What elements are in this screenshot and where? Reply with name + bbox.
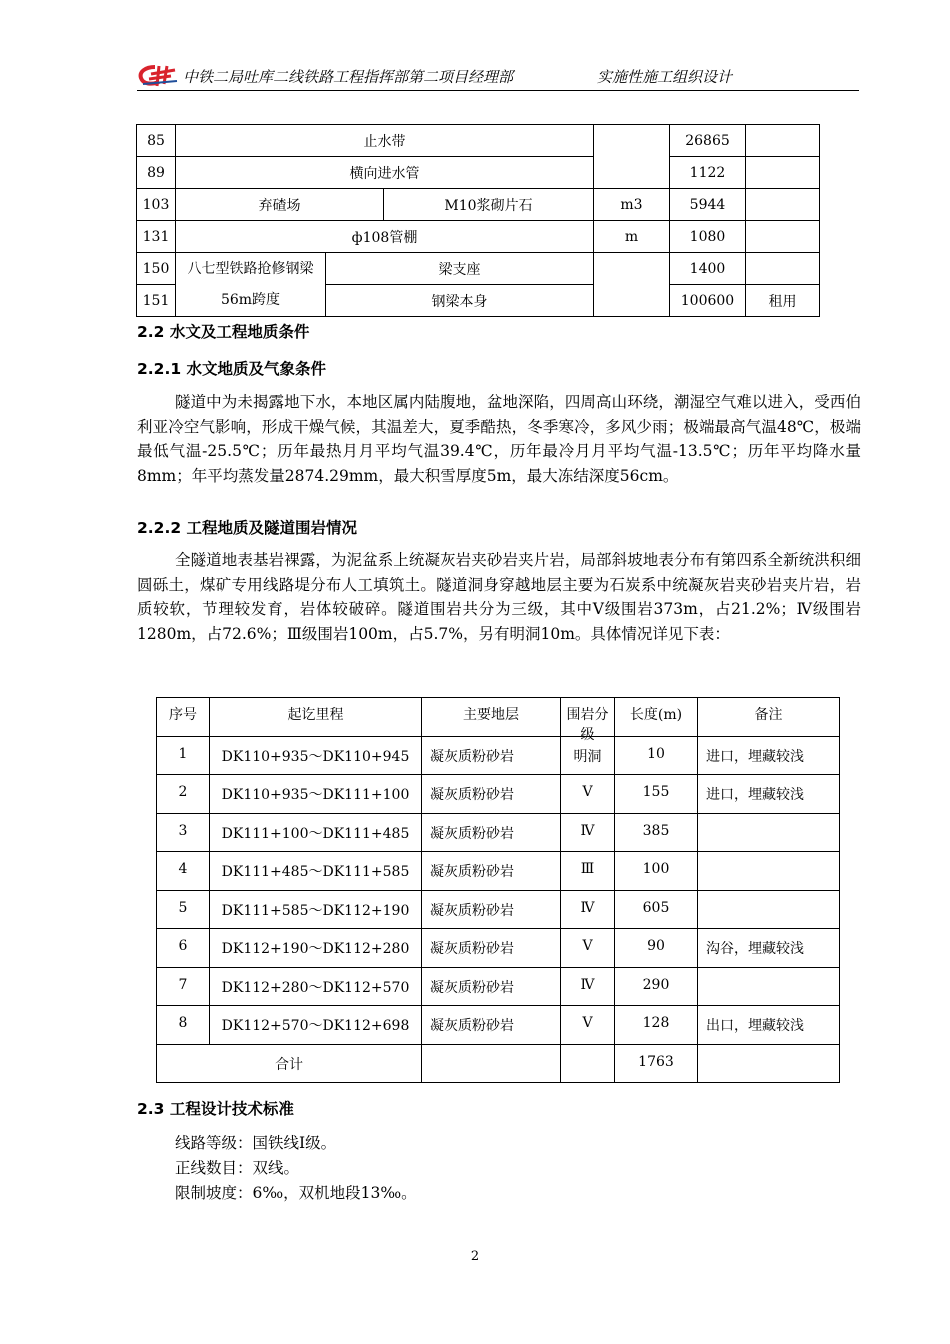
length: 100 xyxy=(615,852,698,891)
note: 进口，埋藏较浅 xyxy=(698,736,840,775)
note: 出口，埋藏较浅 xyxy=(698,1006,840,1045)
stratum: 凝灰质粉砂岩 xyxy=(422,852,561,891)
empty-cell xyxy=(422,1044,561,1083)
length: 290 xyxy=(615,967,698,1006)
table-row xyxy=(157,852,840,891)
quantity: 100600 xyxy=(670,285,746,317)
page-header xyxy=(137,62,859,91)
rock-grade: Ⅴ xyxy=(561,929,615,968)
table-row xyxy=(157,736,840,775)
stratum: 凝灰质粉砂岩 xyxy=(422,929,561,968)
rock-grade: Ⅳ xyxy=(561,813,615,852)
table-row xyxy=(157,929,840,968)
row-number: 1 xyxy=(157,736,210,775)
rock-grade: Ⅳ xyxy=(561,967,615,1006)
row-number: 89 xyxy=(137,157,176,189)
length: 10 xyxy=(615,736,698,775)
stratum: 凝灰质粉砂岩 xyxy=(422,967,561,1006)
note xyxy=(746,125,820,157)
rock-grade: 明洞 xyxy=(561,736,615,775)
page-number: 2 xyxy=(470,1249,480,1264)
table-row xyxy=(137,189,820,221)
item-name: ф108管棚 xyxy=(176,221,594,253)
empty-cell xyxy=(698,1044,840,1083)
total-length: 1763 xyxy=(615,1044,698,1083)
table-row xyxy=(157,967,840,1006)
sub-item: 梁支座 xyxy=(326,253,594,285)
stratum: 凝灰质粉砂岩 xyxy=(422,813,561,852)
section-heading-2-2-1: 2.2.1 水文地质及气象条件 xyxy=(137,360,327,378)
unit-cell xyxy=(594,253,670,317)
row-number: 85 xyxy=(137,125,176,157)
quantity: 5944 xyxy=(670,189,746,221)
quantity: 26865 xyxy=(670,125,746,157)
sub-item: M10浆砌片石 xyxy=(384,189,594,221)
paragraph-text: 隧道中为未揭露地下水，本地区属内陆腹地，盆地深陷，四周高山环绕，潮湿空气难以进入，受西伯利亚冷空气影响，形成干燥气候，其温差大，夏季酷热，冬季寒冷，多风少雨；极端最高气温48℃，极端最低气温-25.5℃；历年最热月月平均气温39.4℃，历年最冷月月平均气温-13.5℃；历年平均降水量8mm；年平均蒸发量2874.29mm，最大积雪厚度5m，最大冻结深度56cm。 xyxy=(137,393,861,485)
table-row xyxy=(137,221,820,253)
length: 155 xyxy=(615,775,698,814)
table-total-row xyxy=(157,1044,840,1083)
total-label: 合计 xyxy=(157,1044,422,1083)
section-heading-2-2: 2.2 水文及工程地质条件 xyxy=(137,323,310,341)
quantity: 1400 xyxy=(670,253,746,285)
row-number: 6 xyxy=(157,929,210,968)
row-number: 150 xyxy=(137,253,176,285)
header-right-text: 实施性施工组织设计 xyxy=(597,68,733,86)
unit: m xyxy=(594,221,670,253)
header-cell: 起讫里程 xyxy=(210,698,422,737)
length: 605 xyxy=(615,890,698,929)
header-cell: 长度(m) xyxy=(615,698,698,737)
row-number: 3 xyxy=(157,813,210,852)
note: 沟谷，埋藏较浅 xyxy=(698,929,840,968)
note xyxy=(746,189,820,221)
section-heading-2-2-2: 2.2.2 工程地质及隧道围岩情况 xyxy=(137,519,358,537)
section-heading-2-3: 2.3 工程设计技术标准 xyxy=(137,1100,294,1118)
stratum: 凝灰质粉砂岩 xyxy=(422,736,561,775)
note xyxy=(698,967,840,1006)
stratum: 凝灰质粉砂岩 xyxy=(422,775,561,814)
stratum: 凝灰质粉砂岩 xyxy=(422,1006,561,1045)
note xyxy=(698,852,840,891)
standard-line-gradient: 限制坡度：6‰，双机地段13‰。 xyxy=(175,1184,417,1202)
table-row xyxy=(137,253,820,285)
table-row xyxy=(157,1006,840,1045)
header-cell: 序号 xyxy=(157,698,210,737)
header-cell: 围岩分级 xyxy=(561,698,615,737)
note xyxy=(698,890,840,929)
table-header-row xyxy=(157,698,840,737)
length: 128 xyxy=(615,1006,698,1045)
table-row xyxy=(137,157,820,189)
note xyxy=(698,813,840,852)
materials-table xyxy=(136,124,820,317)
note: 进口，埋藏较浅 xyxy=(698,775,840,814)
paragraph-hydrology xyxy=(137,390,861,488)
length: 90 xyxy=(615,929,698,968)
item-name: 八七型铁路抢修钢梁56m跨度 xyxy=(176,253,326,317)
row-number: 8 xyxy=(157,1006,210,1045)
mileage-range: DK112+190～DK112+280 xyxy=(210,929,422,968)
item-name: 横向进水管 xyxy=(176,157,594,189)
length: 385 xyxy=(615,813,698,852)
header-cell: 主要地层 xyxy=(422,698,561,737)
unit: m3 xyxy=(594,189,670,221)
row-number: 131 xyxy=(137,221,176,253)
paragraph-text: 全隧道地表基岩裸露，为泥盆系上统凝灰岩夹砂岩夹片岩，局部斜坡地表分布有第四系全新统洪积细圆砾土，煤矿专用线路堤分布人工填筑土。隧道洞身穿越地层主要为石炭系中统凝灰岩夹砂岩夹片岩，岩质较软，节理较发育，岩体较破碎。隧道围岩共分为三级，其中Ⅴ级围岩373m，占21.2%；Ⅳ级围岩1280m，占72.6%；Ⅲ级围岩100m，占5.7%，另有明洞10m。具体情况详见下表： xyxy=(137,551,861,643)
note xyxy=(746,221,820,253)
mileage-range: DK111+100～DK111+485 xyxy=(210,813,422,852)
item-name: 止水带 xyxy=(176,125,594,157)
surrounding-rock-table xyxy=(156,697,840,1083)
table-row xyxy=(137,125,820,157)
row-number: 103 xyxy=(137,189,176,221)
rock-grade: Ⅲ xyxy=(561,852,615,891)
item-name: 弃碴场 xyxy=(176,189,384,221)
note: 租用 xyxy=(746,285,820,317)
row-number: 151 xyxy=(137,285,176,317)
row-number: 4 xyxy=(157,852,210,891)
row-number: 5 xyxy=(157,890,210,929)
standard-line-tracks: 正线数目：双线。 xyxy=(175,1159,300,1177)
note xyxy=(746,157,820,189)
header-left-text: 中铁二局吐库二线铁路工程指挥部第二项目经理部 xyxy=(183,68,514,86)
quantity: 1080 xyxy=(670,221,746,253)
mileage-range: DK111+485～DK111+585 xyxy=(210,852,422,891)
row-number: 2 xyxy=(157,775,210,814)
mileage-range: DK112+570～DK112+698 xyxy=(210,1006,422,1045)
note xyxy=(746,253,820,285)
mileage-range: DK112+280～DK112+570 xyxy=(210,967,422,1006)
sub-item: 钢梁本身 xyxy=(326,285,594,317)
quantity: 1122 xyxy=(670,157,746,189)
empty-cell xyxy=(561,1044,615,1083)
company-logo-icon xyxy=(137,64,181,88)
mileage-range: DK110+935～DK110+945 xyxy=(210,736,422,775)
rock-grade: Ⅴ xyxy=(561,1006,615,1045)
stratum: 凝灰质粉砂岩 xyxy=(422,890,561,929)
standard-line-grade: 线路等级：国铁线Ⅰ级。 xyxy=(175,1134,337,1152)
row-number: 7 xyxy=(157,967,210,1006)
mileage-range: DK111+585～DK112+190 xyxy=(210,890,422,929)
table-row xyxy=(157,813,840,852)
rock-grade: Ⅳ xyxy=(561,890,615,929)
header-cell: 备注 xyxy=(698,698,840,737)
mileage-range: DK110+935～DK111+100 xyxy=(210,775,422,814)
paragraph-geology xyxy=(137,548,861,646)
rock-grade: Ⅴ xyxy=(561,775,615,814)
table-row xyxy=(157,775,840,814)
unit-cell xyxy=(594,125,670,189)
table-row xyxy=(157,890,840,929)
